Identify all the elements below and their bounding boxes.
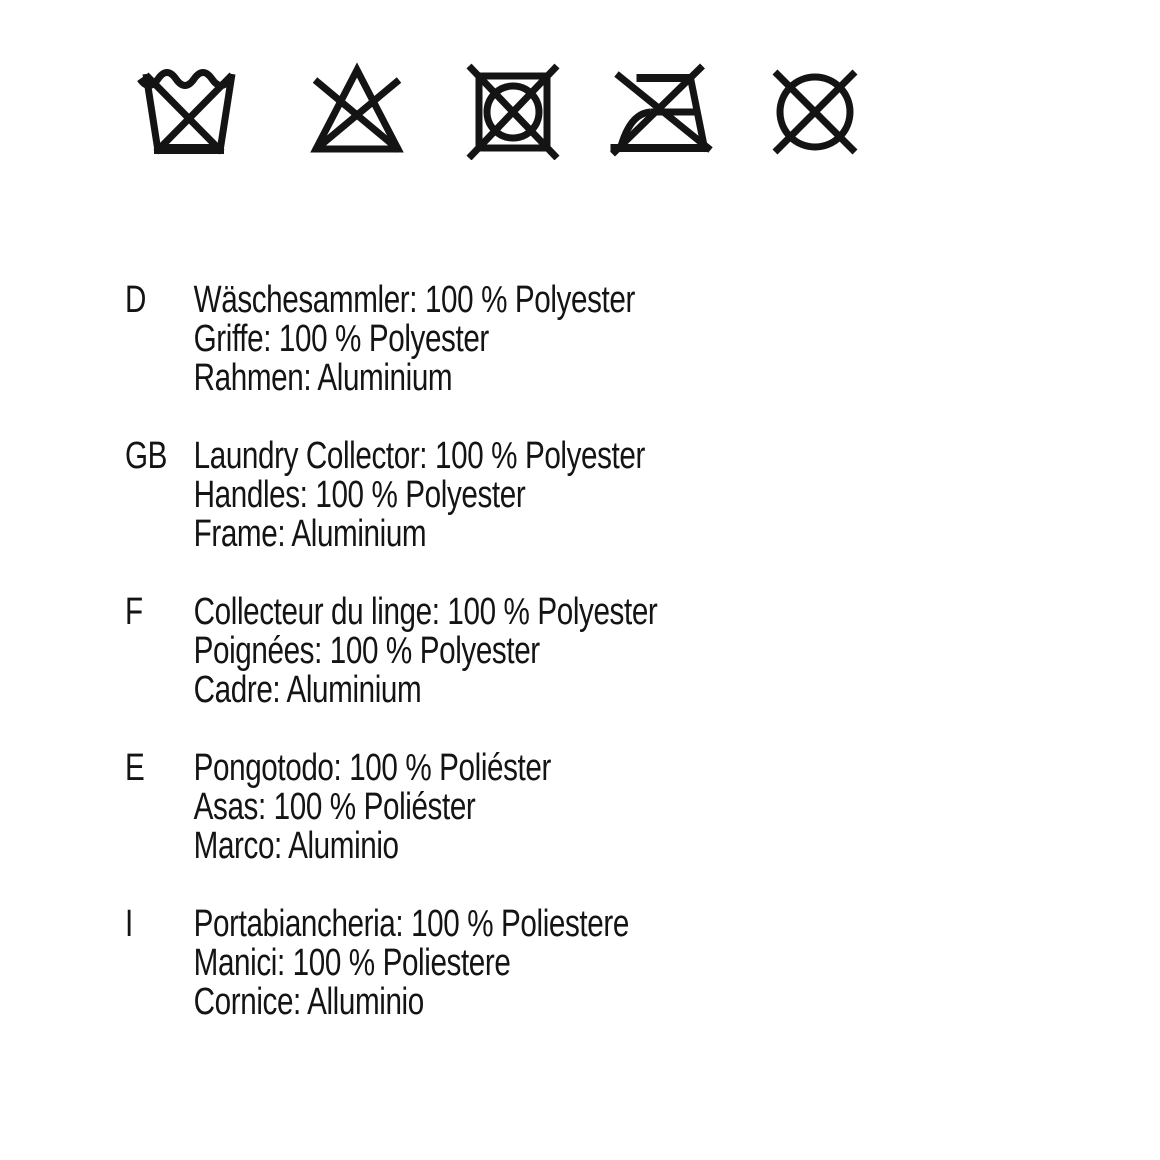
composition-line: Asas: 100 % Poliéster — [193, 786, 476, 828]
composition-line: Griffe: 100 % Polyester — [193, 318, 489, 360]
composition-line: Pongotodo: 100 % Poliéster — [193, 747, 551, 789]
composition-lines — [194, 437, 718, 554]
composition-line: Manici: 100 % Poliestere — [193, 942, 511, 984]
composition-lines — [194, 905, 718, 1022]
composition-line: Frame: Aluminium — [193, 513, 427, 555]
composition-line: Cornice: Alluminio — [193, 981, 424, 1023]
language-code: F — [125, 591, 143, 633]
composition-line: Poignées: 100 % Polyester — [193, 630, 540, 672]
do-not-wash-icon — [118, 60, 256, 160]
material-composition-list — [125, 281, 718, 1022]
composition-line: Laundry Collector: 100 % Polyester — [193, 435, 645, 477]
composition-section-fr — [125, 593, 718, 710]
composition-section-es — [125, 749, 718, 866]
care-symbols-row — [118, 58, 874, 162]
composition-section-it — [125, 905, 718, 1022]
do-not-bleach-icon — [293, 60, 421, 160]
composition-line: Portabiancheria: 100 % Poliestere — [193, 903, 629, 945]
composition-line: Handles: 100 % Polyester — [193, 474, 526, 516]
composition-lines — [194, 749, 718, 866]
composition-line: Marco: Aluminio — [193, 825, 399, 867]
do-not-iron-icon — [604, 60, 719, 160]
composition-section-de — [125, 281, 718, 398]
language-code: E — [125, 747, 145, 789]
language-code: I — [125, 903, 133, 945]
composition-lines — [194, 281, 718, 398]
language-code: D — [125, 279, 147, 321]
composition-line: Rahmen: Aluminium — [193, 357, 453, 399]
language-code: GB — [125, 435, 168, 477]
composition-line: Wäschesammler: 100 % Polyester — [193, 279, 635, 321]
composition-line: Cadre: Aluminium — [193, 669, 422, 711]
do-not-tumble-dry-icon — [458, 60, 568, 160]
composition-section-gb — [125, 437, 718, 554]
do-not-dry-clean-icon — [756, 60, 874, 160]
composition-line: Collecteur du linge: 100 % Polyester — [193, 591, 658, 633]
composition-lines — [194, 593, 718, 710]
